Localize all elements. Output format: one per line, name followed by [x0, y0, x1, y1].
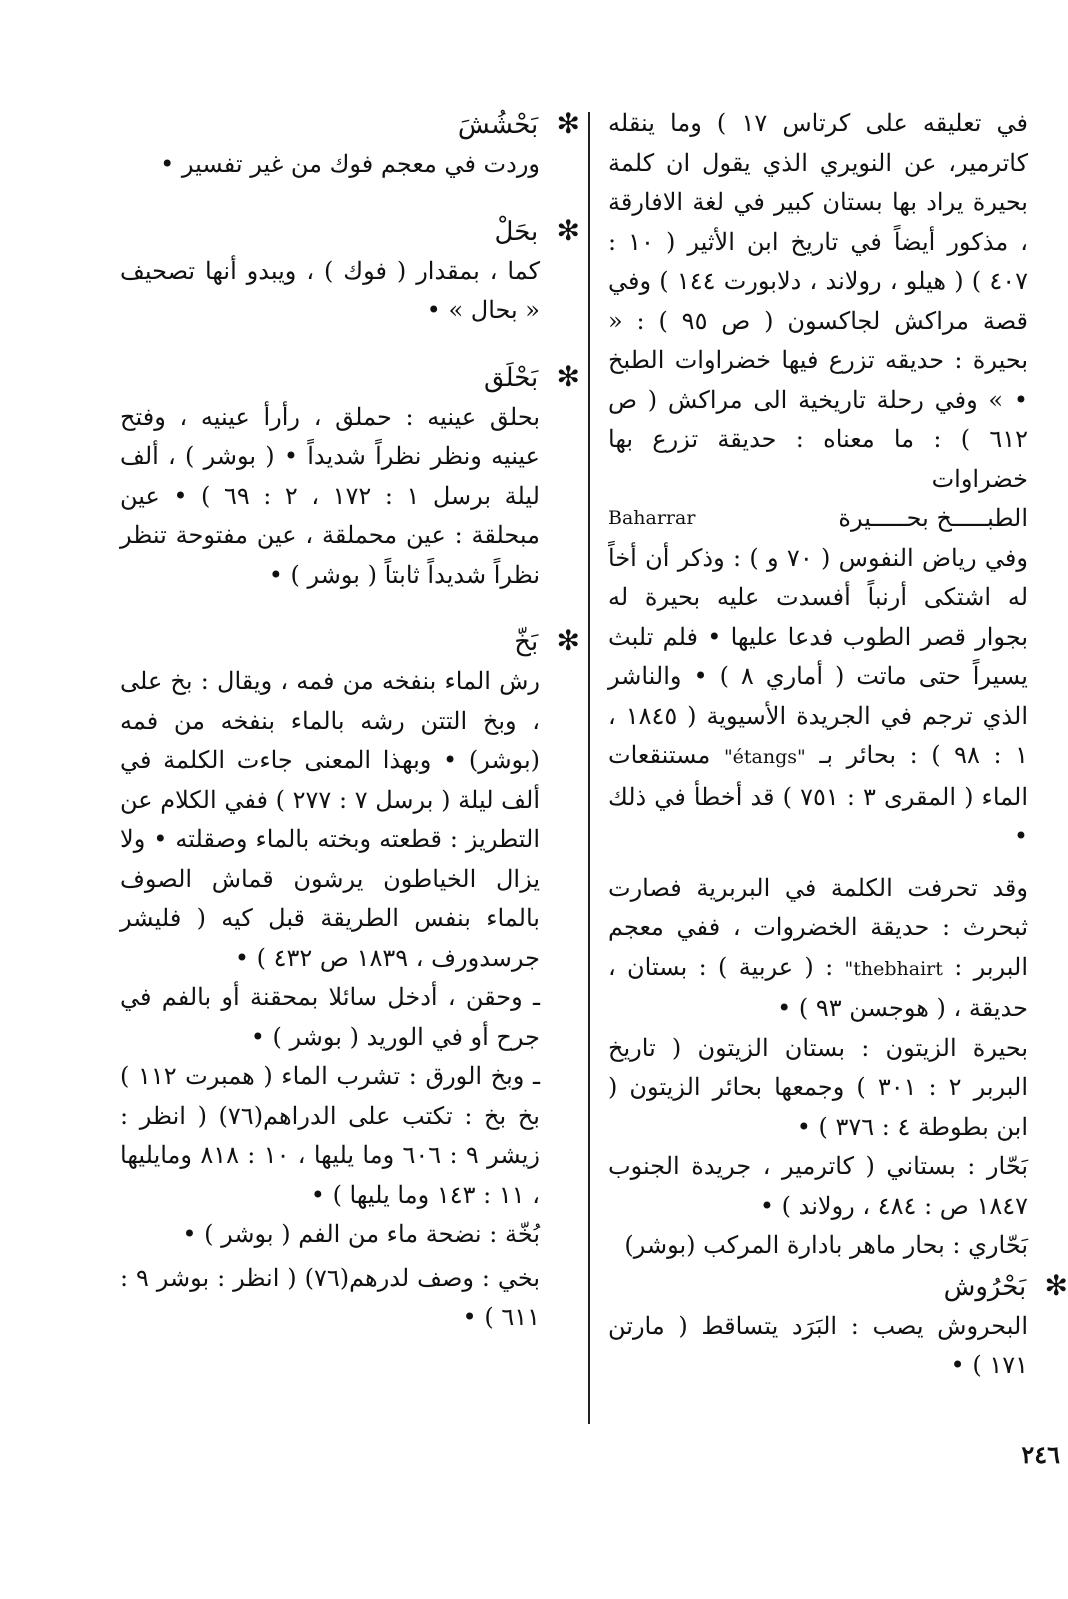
asterisk-icon: ✻ — [556, 624, 580, 657]
entry-subsense: ـ وحقن ، أدخل سائلا بمحقنة أو بالفم في جرح أو في الوريد ( بوشر ) • — [120, 983, 540, 1051]
berber-paragraph — [608, 869, 1028, 1029]
etangs-latin: "étangs" — [723, 746, 806, 768]
entry-bahshash — [120, 104, 580, 185]
berber-end: حديقة ، ( هوجسن ٩٣ ) • — [777, 994, 1028, 1022]
headword: بحَلْ — [494, 216, 539, 247]
entry-text: رش الماء بنفخه من فمه ، ويقال : بخ على ، وبخ التتن رشه بالماء بنفخه من فمه (بوشر) • وبهذا المعنى جاءت الكلمة في ألف ليلة ( برسل ٧ : ٢٧٧ ) ففي الكلام عن التطريز : قطعته وبخته بالماء وصقلته • ولا يزال الخياطون يرشون قماش الصوف بالماء بنفس الطريقة قبل كيه ( فليشر جرسدورف ، ١٨٣٩ ص ٤٣٢ ) • — [120, 667, 540, 972]
entry-text: كما ، بمقدار ( فوك ) ، ويبدو أنها تصحيف « بحال » • — [120, 256, 540, 324]
berber-text: وقد تحرفت الكلمة في البربرية فصارت ثبحرث : حديقة الخضروات ، ففي معجم — [608, 873, 1028, 941]
etangs-after: مستنقعات الماء ( المقرى — [608, 741, 1028, 811]
bahhari-paragraph: بَحّاري : بحار ماهر بادارة المركب (بوشر) — [624, 1231, 1028, 1259]
entry-bahrush — [608, 1266, 1068, 1386]
headword: بَحْرُوش — [943, 1271, 1027, 1302]
thebhairt-latin: "thebhairt — [844, 957, 943, 980]
headword-line — [120, 211, 580, 252]
asterisk-icon: ✻ — [556, 213, 580, 247]
entry-subsense: ـ وبخ الورق : تشرب الماء ( همبرت ١١٢ ) بخ بخ : تكتب على الدراهم(٧٦) ( انظر : زيشر ٩ : ٦٠٦ وما يليها ، ١٠ : ٨١٨ ومايليها ، ١١ : ١٤٣ وما يليها ) • — [120, 1062, 540, 1209]
headword: بَحْلَق — [483, 362, 539, 393]
headword-line — [608, 1266, 1068, 1307]
headword-line — [120, 621, 580, 662]
headword: بَخّ — [514, 627, 539, 657]
entry-text: وردت في معجم فوك من غير تفسير • — [160, 150, 540, 178]
entry-text: بحلق عينيه : حملق ، رأرأ عينيه ، وفتح عينيه ونظر نظراً شديداً • ( بوشر ) ، ألف ليلة برسل ١ : ١٧٢ ، ٢ : ٦٩ ) • عين مبحلقة : عين محملقة ، عين مفتوحة تنظر نظراً شديداً ثابتاً ( بوشر ) • — [120, 402, 540, 589]
zaytoun-paragraph: بحيرة الزيتون : بستان الزيتون ( تاريخ البربر ٢ : ٣٠١ ) وجمعها بحائر الزيتون ( ابن بطوطة ٤ : ٣٧٦ ) • — [608, 1033, 1028, 1141]
entry-derivative: بُخّة : نضحة ماء من الفم ( بوشر ) • — [182, 1220, 540, 1248]
riyad-nufus-text: وفي رياض النفوس ( ٧٠ و ) : وذكر أن أخاً له اشتكى أرنباً أفسدت عليه بحيرة له بجوار قصر الطوب فدعا عليها • فلم تلبث يسيراً حتى ماتت ( أماري ٨ ) • والناشر الذي ترجم في الجريدة الأسيوية ( ١٨٤٥ ، ١ : ٩٨ ) : — [608, 543, 1029, 769]
bahhar-paragraph: بَحّار : بستاني ( كاترمير ، جريدة الجنوب ١٨٤٧ ص : ٤٨٤ ، رولاند ) • — [608, 1152, 1028, 1220]
riyad-nufus-paragraph — [608, 539, 1028, 857]
left-column — [120, 104, 580, 1352]
asterisk-icon: ✻ — [1044, 1268, 1068, 1302]
headword-line — [120, 104, 580, 145]
asterisk-icon: ✻ — [556, 359, 580, 393]
page-number: ٢٤٦ — [1021, 1440, 1060, 1469]
entry-bahal — [120, 211, 580, 331]
thebhairt-before: البربر : — [954, 952, 1028, 981]
entry-bahlaq — [120, 357, 580, 596]
entry-text: البحروش يصب : البَرَد يتساقط ( مارتن ١٧١ ) • — [608, 1311, 1028, 1379]
tabikh-arabic: الطبـــــخ بحـــــيرة — [838, 504, 1028, 532]
entry-bakh — [120, 621, 580, 1338]
maqqari-ref: ٣ : ٧٥١ ) قد أخطأ في ذلك • — [608, 782, 1028, 850]
baharrar-latin: Baharrar — [608, 507, 696, 529]
right-column — [608, 104, 1068, 1400]
etangs-before: بحائر بـ — [819, 741, 897, 769]
asterisk-icon: ✻ — [556, 107, 580, 140]
entry-continuation-paragraph: في تعليقه على كرتاس ١٧ ) وما ينقله كاترمير، عن النويري الذي يقول ان كلمة بحيرة يراد بها بستان كبير في لغة الافارقة ، مذكور أيضاً في تاريخ ابن الأثير ( ١٠ : ٤٠٧ ) ( هيلو ، رولاند ، دلابورت ١٤٤ ) وفي قصة مراكش لجاكسون ( ص ٩٥ ) : « بحيرة : حديقه تزرع فيها خضراوات الطبخ • » وفي رحلة تاريخية الى مراكش ( ص ٦١٢ ) : ما معناه : حديقة تزرع بها خضراوات — [608, 109, 1028, 493]
column-divider — [588, 112, 590, 1424]
thebhairt-after: : ( عربية ) : بستان ، — [608, 952, 834, 981]
entry-derivative: بخي : وصف لدرهم(٧٦) ( انظر : بوشر ٩ : ٦١١ ) • — [120, 1263, 540, 1331]
baharrar-line — [608, 499, 1028, 539]
headword: بَحْشُشَ — [457, 110, 539, 140]
headword-line — [120, 357, 580, 398]
